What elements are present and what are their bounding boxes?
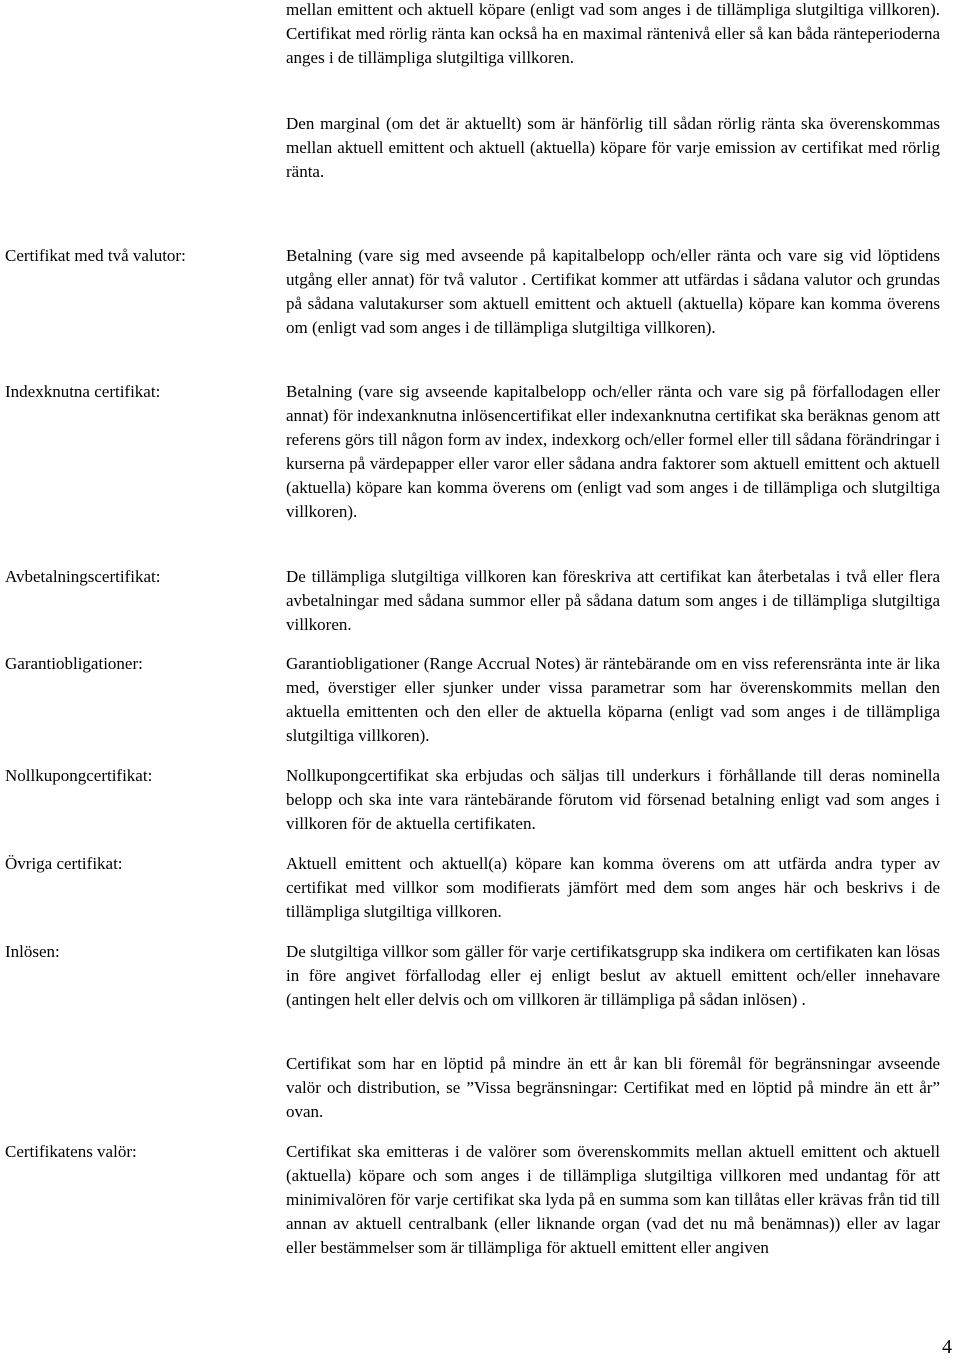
label-range-accrual: Garantiobligationer: [5,654,143,673]
label-dual-currency: Certifikat med två valutor: [5,246,186,265]
text-zero-coupon: Nollkupongcertifikat ska erbjudas och säljas till underkurs i förhållande till deras nominella belopp och ska inte vara räntebärande förutom vid försenad betalning enligt vad som anges i villkoren för de aktuella certifikaten. [286,766,940,833]
text-instalment: De tillämpliga slutgiltiga villkoren kan föreskriva att certifikat kan återbetalas i två eller flera avbetalningar med sådana summor eller på sådana datum som anges i de tillämpliga slutgiltiga villkoren. [286,567,940,634]
label-denomination: Certifikatens valör: [5,1142,137,1161]
label-redemption: Inlösen: [5,942,60,961]
label-instalment: Avbetalningscertifikat: [5,567,161,586]
intro-paragraph: mellan emittent och aktuell köpare (enligt vad som anges i de tillämpliga slutgiltiga villkoren). Certifikat med rörlig ränta kan också ha en maximal räntenivå eller så kan båda ränteperioderna anges i de tillämpliga slutgiltiga villkoren. [286,0,940,67]
text-maturity-restrictions: Certifikat som har en löptid på mindre än ett år kan bli föremål för begränsningar avseende valör och distribution, se ”Vissa begränsningar: Certifikat med en löptid på mindre än ett år” ovan. [286,1054,940,1121]
text-range-accrual: Garantiobligationer (Range Accrual Notes) är räntebärande om en viss referensränta inte är lika med, överstiger eller sjunker under vissa parametrar som har överenskommits mellan den aktuella emittenten och den eller de aktuella köparna (enligt vad som anges i de tillämpliga slutgiltiga villkoren). [286,654,940,745]
text-redemption: De slutgiltiga villkor som gäller för varje certifikatsgrupp ska indikera om certifikaten kan lösas in före angivet förfallodag eller ej enligt beslut av aktuell emittent och/eller innehavare (antingen helt eller delvis och om villkoren är tillämpliga på sådan inlösen) . [286,942,940,1009]
label-zero-coupon: Nollkupongcertifikat: [5,766,153,785]
text-denomination: Certifikat ska emitteras i de valörer som överenskommits mellan aktuell emittent och aktuell (aktuella) köpare och som anges i de tillämpliga slutgiltiga villkoren med undantag för att minimivalören för varje certifikat ska lyda på en summa som kan tillåtas eller krävas från tid till annan av aktuell centralbank (eller liknande organ (vad det nu må benämnas)) eller av lagar eller bestämmelser som är tillämpliga för aktuell emittent eller angiven [286,1142,940,1257]
label-other-certificates: Övriga certifikat: [5,854,123,873]
margin-paragraph: Den marginal (om det är aktuellt) som är hänförlig till sådan rörlig ränta ska överenskommas mellan aktuell emittent och aktuell (aktuella) köpare för varje emission av certifikat med rörlig ränta. [286,114,940,181]
label-index-linked: Indexknutna certifikat: [5,382,161,401]
text-dual-currency: Betalning (vare sig med avseende på kapitalbelopp och/eller ränta och vare sig vid löptidens utgång eller annat) för två valutor . Certifikat kommer att utfärdas i sådana valutor och grundas på sådana valutakurser som aktuell emittent och aktuell (aktuella) köpare kan komma överens om (enligt vad som anges i de tillämpliga slutgiltiga villkoren). [286,246,940,337]
text-index-linked: Betalning (vare sig avseende kapitalbelopp och/eller ränta och vare sig på förfallodagen eller annat) för indexanknutna inlösencertifikat eller indexanknutna certifikat ska beräknas genom att referens görs till någon form av index, indexkorg och/eller formel eller till sådana förändringar i kurserna på värdepapper eller varor eller sådana andra faktorer som aktuell emittent och aktuell (aktuella) köpare kan komma överens om (enligt vad som anges i de tillämpliga och slutgiltiga villkoren). [286,382,940,521]
text-other-certificates: Aktuell emittent och aktuell(a) köpare kan komma överens om att utfärda andra typer av certifikat med villkor som modifierats jämfört med dem som anges här och beskrivs i de tillämpliga slutgiltiga villkoren. [286,854,940,921]
page-number: 4 [942,1336,952,1358]
